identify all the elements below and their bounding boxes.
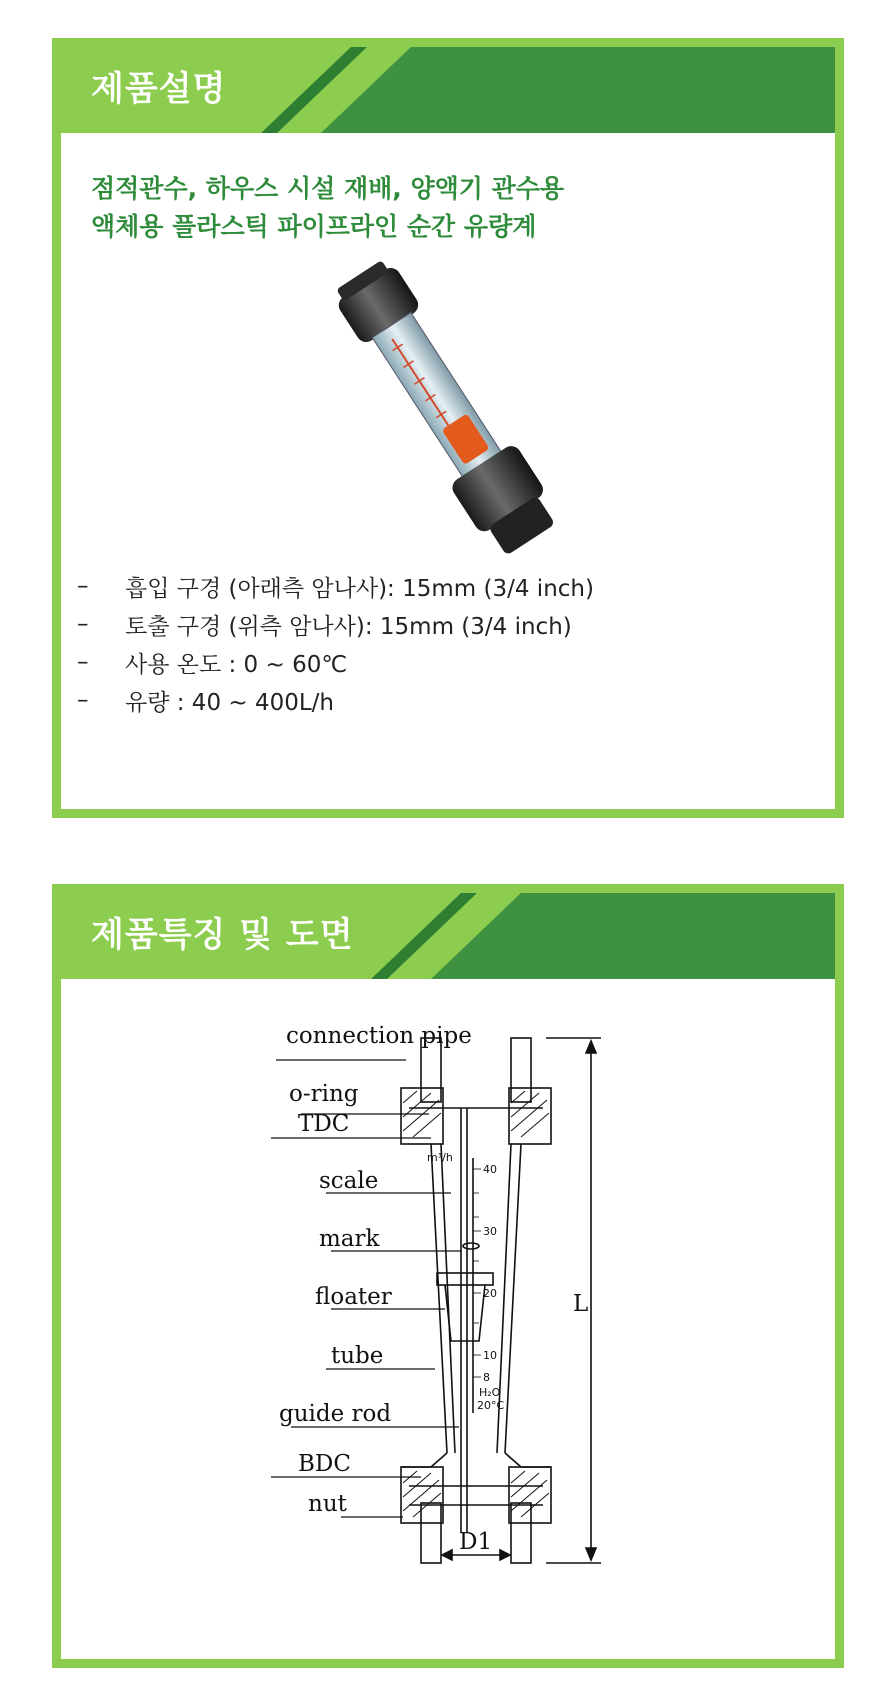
flowmeter-product-image [311,259,581,559]
flowmeter-technical-drawing [61,893,835,1659]
bullet-dash: – [77,649,89,675]
scale-unit: m³/h [427,1151,453,1164]
label-scale: scale [319,1168,379,1194]
bullet-dash: – [77,611,89,637]
product-subtitle-line2: 액체용 플라스틱 파이프라인 순간 유량계 [91,212,537,241]
scale-tick-30: 30 [483,1225,497,1238]
spec-item [77,681,594,719]
section-title: 제품설명 [91,69,227,109]
bullet-dash: – [77,573,89,599]
label-connection-pipe: connection pipe [286,1023,472,1049]
scale-medium: H₂O [479,1386,501,1399]
features-drawing-panel [52,884,844,1668]
section-title: 제품특징 및 도면 [91,915,354,955]
spec-item [77,605,594,643]
scale-temperature: 20°C [477,1399,505,1412]
product-description-panel [52,38,844,818]
scale-tick-8: 8 [483,1371,490,1384]
label-tube: tube [331,1343,384,1369]
label-nut: nut [308,1491,347,1517]
label-tdc: TDC [298,1111,350,1137]
spec-list [77,567,594,719]
label-bdc: BDC [298,1451,351,1477]
spec-item [77,567,594,605]
scale-tick-20: 20 [483,1287,497,1300]
label-mark: mark [319,1226,380,1252]
dimension-diameter: D1 [459,1529,493,1555]
spec-temperature: 사용 온도 : 0 ~ 60℃ [125,651,348,678]
spec-flow-rate: 유량 : 40 ~ 400L/h [125,689,335,716]
product-subtitle-line1: 점적관수, 하우스 시설 재배, 양액기 관수용 [91,174,565,203]
spec-inlet-diameter: 흡입 구경 (아래측 암나사): 15mm (3/4 inch) [125,575,594,602]
scale-tick-10: 10 [483,1349,497,1362]
spec-outlet-diameter: 토출 구경 (위측 암나사): 15mm (3/4 inch) [125,613,572,640]
dimension-length: L [573,1291,589,1317]
bullet-dash: – [77,687,89,713]
spec-item [77,643,594,681]
scale-tick-40: 40 [483,1163,497,1176]
section-banner [61,47,835,133]
label-floater: floater [315,1284,392,1310]
label-guide-rod: guide rod [279,1401,392,1427]
label-o-ring: o-ring [289,1081,359,1107]
